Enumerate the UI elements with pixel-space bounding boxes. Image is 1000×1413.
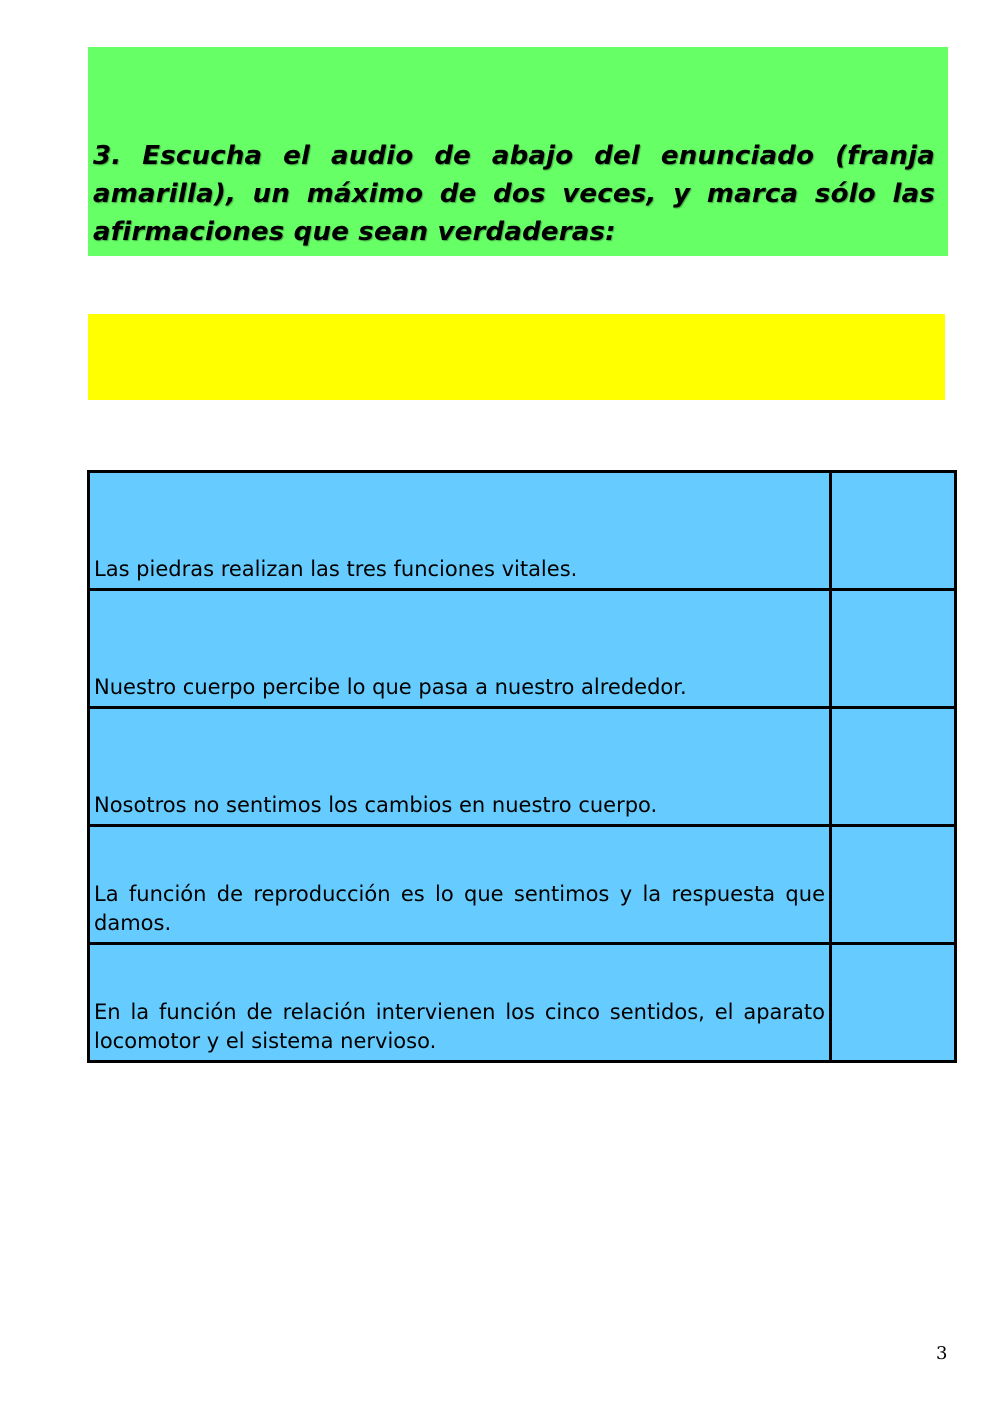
statement-text: La función de reproducción es lo que sentimos y la respuesta que damos. bbox=[89, 826, 831, 944]
statement-text: Nosotros no sentimos los cambios en nuestro cuerpo. bbox=[89, 708, 831, 826]
instruction-box bbox=[88, 47, 948, 256]
instruction-text: 3. Escucha el audio de abajo del enunciado (franja amarilla), un máximo de dos veces, y marca sólo las afirmaciones que sean verdaderas: bbox=[93, 141, 935, 247]
table-row bbox=[89, 472, 956, 590]
statement-text: En la función de relación intervienen los cinco sentidos, el aparato locomotor y el sistema nervioso. bbox=[89, 944, 831, 1062]
page-number: 3 bbox=[936, 1343, 948, 1364]
answer-checkbox[interactable] bbox=[831, 472, 956, 590]
answer-checkbox[interactable] bbox=[831, 590, 956, 708]
answer-checkbox[interactable] bbox=[831, 708, 956, 826]
table-row bbox=[89, 944, 956, 1062]
table-row bbox=[89, 590, 956, 708]
statement-text: Las piedras realizan las tres funciones vitales. bbox=[89, 472, 831, 590]
answer-checkbox[interactable] bbox=[831, 944, 956, 1062]
audio-player-strip[interactable] bbox=[88, 314, 945, 400]
table-row bbox=[89, 708, 956, 826]
statement-text: Nuestro cuerpo percibe lo que pasa a nuestro alrededor. bbox=[89, 590, 831, 708]
table-row bbox=[89, 826, 956, 944]
answer-checkbox[interactable] bbox=[831, 826, 956, 944]
statements-table bbox=[87, 470, 957, 1063]
